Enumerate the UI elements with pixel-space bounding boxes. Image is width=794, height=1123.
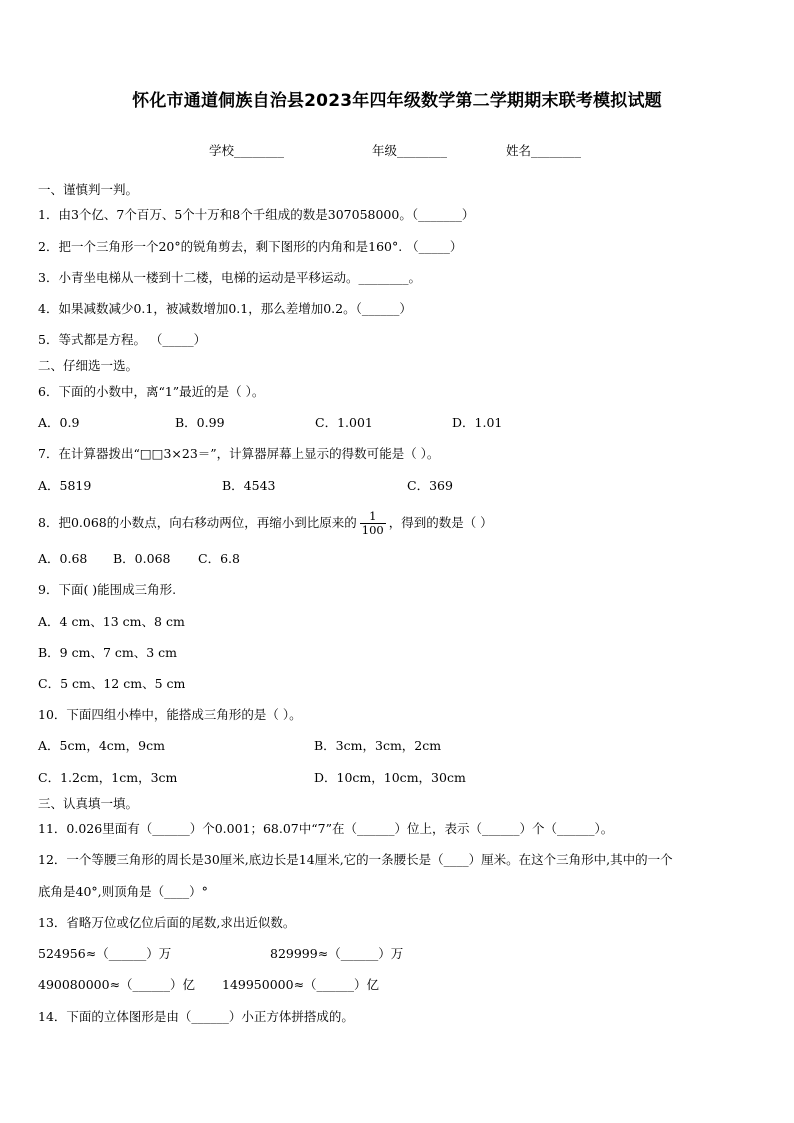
question-1: 1．由3个亿、7个百万、5个十万和8个千组成的数是307058000。（_______）: [38, 207, 475, 222]
name-field: 姓名________: [506, 143, 582, 158]
question-7: 7．在计算器拨出“□□3×23＝”，计算器屏幕上显示的得数可能是（ ）。: [38, 446, 440, 461]
q9-option-c: C．5 cm、12 cm、5 cm: [38, 676, 186, 691]
q7-option-c: C．369: [407, 478, 453, 493]
q10-option-d: D．10cm，10cm，30cm: [314, 770, 466, 785]
q8-option-a: A．0.68: [38, 551, 88, 566]
q6-option-c: C．1.001: [315, 415, 373, 430]
question-2: 2．把一个三角形一个20°的锐角剪去，剩下图形的内角和是160°. （_____）: [38, 239, 463, 254]
fraction-numerator: 1: [369, 509, 377, 523]
section-heading-choose: 二、仔细选一选。: [38, 358, 139, 373]
school-field: 学校________: [209, 143, 285, 158]
question-12-line-2: 底角是40°,则顶角是（____）°: [38, 884, 208, 899]
q9-option-a: A．4 cm、13 cm、8 cm: [38, 614, 185, 629]
q7-option-a: A．5819: [38, 478, 92, 493]
question-9: 9．下面( )能围成三角形.: [38, 582, 177, 597]
section-heading-fill: 三、认真填一填。: [38, 796, 139, 811]
q8-option-c: C．6.8: [198, 551, 240, 566]
question-13: 13．省略万位或亿位后面的尾数,求出近似数。: [38, 915, 296, 930]
grade-field: 年级________: [372, 143, 448, 158]
section-heading-judge: 一、谨慎判一判。: [38, 182, 139, 197]
q8-text-before: 8．把0.068的小数点，向右移动两位，再缩小到比原来的: [38, 515, 357, 530]
page-title: 怀化市通道侗族自治县2023年四年级数学第二学期期末联考模拟试题: [132, 91, 662, 111]
q13-item-4: 149950000≈（______）亿: [222, 977, 380, 992]
q9-option-b: B．9 cm、7 cm、3 cm: [38, 645, 178, 660]
q10-option-b: B．3cm，3cm，2cm: [314, 738, 442, 753]
question-11: 11．0.026里面有（______）个0.001；68.07中“7”在（______）位上，表示（______）个（______）。: [38, 821, 614, 836]
q13-item-1: 524956≈（______）万: [38, 946, 172, 961]
question-5: 5．等式都是方程。 （_____）: [38, 332, 207, 347]
q13-item-2: 829999≈（______）万: [270, 946, 404, 961]
question-4: 4．如果减数减少0.1，被减数增加0.1，那么差增加0.2。（______）: [38, 301, 412, 316]
question-8: [38, 510, 493, 537]
question-12-line-1: 12．一个等腰三角形的周长是30厘米,底边长是14厘米,它的一条腰长是（____）厘米。在这个三角形中,其中的一个: [38, 852, 673, 867]
question-6: 6．下面的小数中，离“1”最近的是（ ）。: [38, 384, 265, 399]
q6-option-b: B．0.99: [175, 415, 225, 430]
fraction-denominator: 100: [361, 523, 384, 537]
question-3: 3．小青坐电梯从一楼到十二楼，电梯的运动是平移运动。________。: [38, 270, 421, 285]
fraction-one-hundredth: [360, 510, 386, 537]
q10-option-c: C．1.2cm，1cm，3cm: [38, 770, 178, 785]
q7-option-b: B．4543: [222, 478, 276, 493]
q10-option-a: A．5cm，4cm，9cm: [38, 738, 165, 753]
question-10: 10．下面四组小棒中，能搭成三角形的是（ ）。: [38, 707, 302, 722]
q8-option-b: B．0.068: [113, 551, 171, 566]
q6-option-a: A．0.9: [38, 415, 80, 430]
q13-item-3: 490080000≈（______）亿: [38, 977, 196, 992]
q6-option-d: D．1.01: [452, 415, 503, 430]
q8-text-after: ，得到的数是（ ）: [388, 515, 493, 530]
question-14: 14．下面的立体图形是由（______）小正方体拼搭成的。: [38, 1009, 354, 1024]
